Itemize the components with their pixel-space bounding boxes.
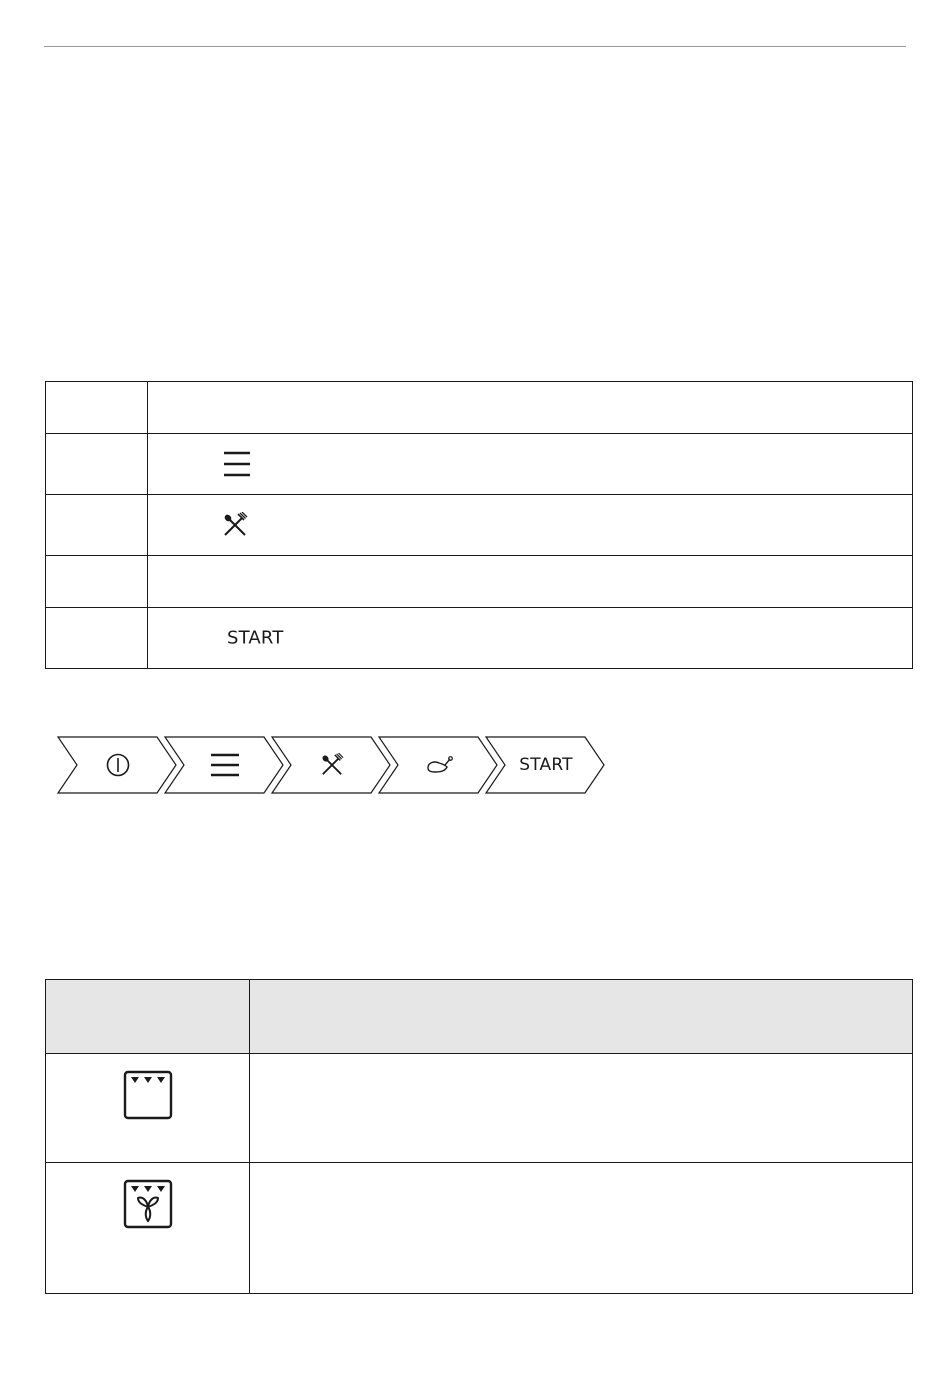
top-heat-fan-icon bbox=[123, 1179, 173, 1229]
table-row bbox=[46, 1163, 913, 1294]
steps-table bbox=[45, 381, 913, 669]
header-rule bbox=[44, 46, 906, 47]
symbol-cell bbox=[46, 1163, 250, 1294]
step-number-cell bbox=[46, 495, 148, 556]
description-cell bbox=[250, 1054, 913, 1163]
assisted-cooking-icon bbox=[222, 512, 248, 538]
menu-icon bbox=[222, 450, 252, 478]
header-symbol-cell bbox=[46, 980, 250, 1054]
menu-icon bbox=[210, 752, 240, 778]
start-label: START bbox=[227, 627, 284, 649]
start-label: START bbox=[519, 755, 573, 775]
step-number-cell bbox=[46, 608, 148, 669]
description-cell bbox=[250, 1163, 913, 1294]
table-row bbox=[46, 434, 913, 495]
power-icon bbox=[105, 752, 131, 778]
sequence-step-assisted-cooking bbox=[270, 736, 393, 794]
step-description-cell bbox=[148, 382, 913, 434]
sequence-step-dish bbox=[377, 736, 500, 794]
table-row bbox=[46, 556, 913, 608]
sequence-step-start bbox=[484, 736, 607, 794]
symbol-cell bbox=[46, 1054, 250, 1163]
assisted-cooking-icon bbox=[320, 753, 344, 777]
step-number-cell bbox=[46, 556, 148, 608]
sequence-step-menu bbox=[163, 736, 286, 794]
sequence-diagram bbox=[56, 736, 606, 794]
sequence-step-power bbox=[56, 736, 179, 794]
table-row bbox=[46, 495, 913, 556]
step-description-cell bbox=[148, 434, 913, 495]
top-heat-icon bbox=[123, 1070, 173, 1120]
step-number-cell bbox=[46, 434, 148, 495]
step-description-cell bbox=[148, 556, 913, 608]
table-row bbox=[46, 382, 913, 434]
step-description-cell bbox=[148, 495, 913, 556]
functions-table bbox=[45, 979, 913, 1294]
table-header-row bbox=[46, 980, 913, 1054]
step-description-cell bbox=[148, 608, 913, 669]
table-row bbox=[46, 608, 913, 669]
header-description-cell bbox=[250, 980, 913, 1054]
table-row bbox=[46, 1054, 913, 1163]
dish-icon bbox=[425, 755, 453, 775]
step-number-cell bbox=[46, 382, 148, 434]
